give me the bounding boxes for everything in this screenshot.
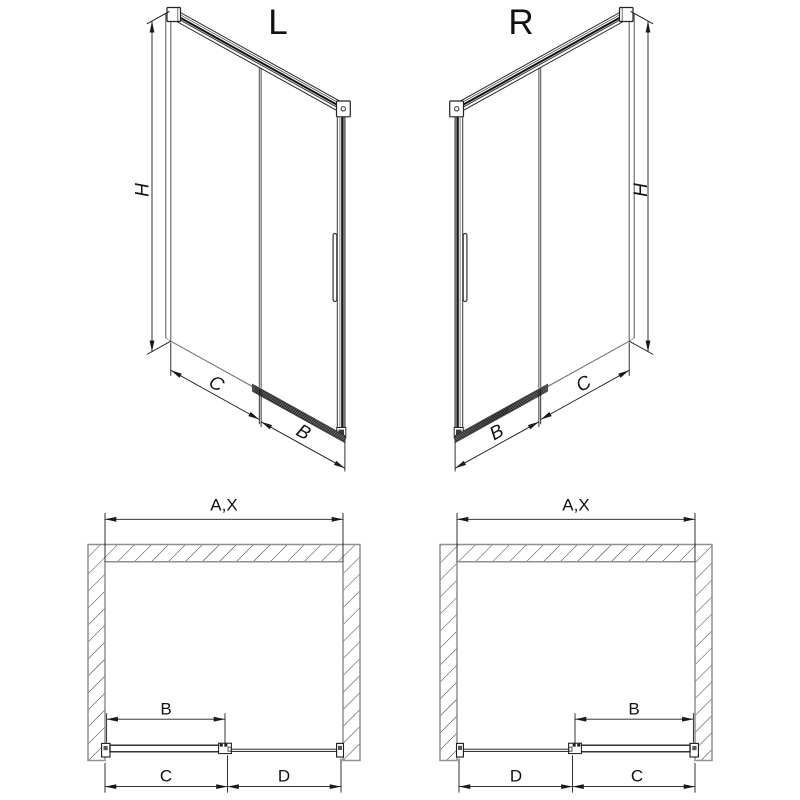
plan-view-left [88,513,360,793]
dim-label-section-d-left: D [277,766,291,786]
dim-label-total-width-right: A,X [562,495,590,515]
dim-label-door-width-right: B [628,699,640,719]
dim-label-section-c-right: C [630,766,644,786]
dim-label-fixed-left: C [205,371,228,397]
dim-label-height-left: H [132,183,154,197]
dim-label-door-left: B [292,420,314,445]
iso-view-right [450,8,653,472]
plan-view-right [440,513,712,793]
dim-label-section-d-right: D [509,766,523,786]
variant-label-right: R [508,3,534,42]
dim-label-height-right: H [631,183,652,197]
dim-label-door-width-left: B [160,699,172,719]
dim-label-section-c-left: C [159,766,173,786]
variant-label-left: L [268,3,288,42]
dim-label-total-width-left: A,X [210,495,238,515]
dim-label-fixed-right: C [572,371,595,397]
dim-label-door-right: B [486,420,508,445]
iso-view-left [147,8,350,472]
